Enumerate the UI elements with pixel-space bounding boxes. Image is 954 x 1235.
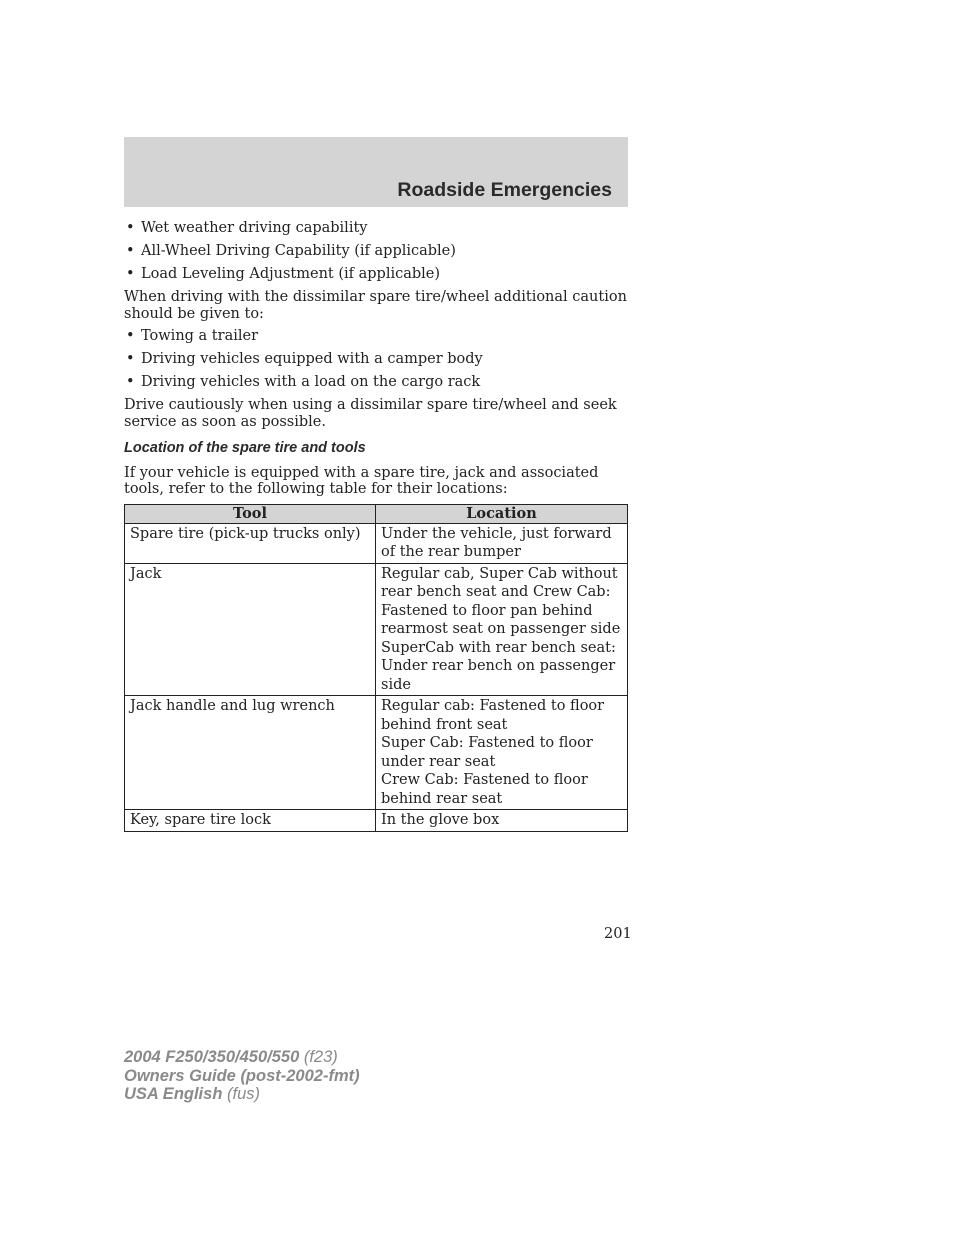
footer-line-guide: [124, 1067, 360, 1086]
tools-location-table: [124, 504, 628, 832]
location-line: Regular cab, Super Cab without rear bench seat and Crew Cab: Fastened to floor pan behind rearmost seat on passenger side: [381, 565, 621, 637]
list-item: • Towing a trailer: [124, 328, 628, 345]
page-number: 201: [604, 926, 632, 942]
footer-language: USA English: [124, 1085, 223, 1103]
section-title: Roadside Emergencies: [397, 179, 612, 201]
location-line: In the glove box: [381, 812, 500, 828]
subsection-heading: Location of the spare tire and tools: [124, 440, 366, 456]
paragraph-drive-cautiously: Drive cautiously when using a dissimilar spare tire/wheel and seek service as soon as possible.: [124, 397, 617, 430]
table-header-tool: Tool: [125, 504, 376, 523]
table-cell-location: [376, 523, 628, 563]
table-cell-tool: Jack: [125, 563, 376, 696]
table-row: [125, 810, 628, 832]
table-row: [125, 563, 628, 696]
document-footer: [124, 1048, 360, 1104]
table-header-location: Location: [376, 504, 628, 523]
footer-line-language: [124, 1085, 360, 1104]
location-line: Regular cab: Fastened to floor behind front seat: [381, 698, 605, 733]
table-cell-location: [376, 563, 628, 696]
table-cell-location: [376, 696, 628, 810]
bullet-list-2: [124, 328, 628, 391]
table-cell-tool: Key, spare tire lock: [125, 810, 376, 832]
footer-model: 2004 F250/350/450/550: [124, 1048, 300, 1066]
list-item: • Driving vehicles with a load on the cargo rack: [124, 374, 628, 391]
table-row: [125, 523, 628, 563]
section-header-band: [124, 137, 628, 207]
bullet-list-1: [124, 220, 628, 283]
table-row: [125, 696, 628, 810]
table-cell-tool: Jack handle and lug wrench: [125, 696, 376, 810]
list-item: • Driving vehicles equipped with a camper body: [124, 351, 628, 368]
location-line: Super Cab: Fastened to floor under rear seat: [381, 735, 593, 770]
table-cell-location: [376, 810, 628, 832]
page-content: [124, 220, 628, 832]
paragraph-table-intro: If your vehicle is equipped with a spare tire, jack and associated tools, refer to the following table for their locations:: [124, 464, 599, 497]
list-item: • All-Wheel Driving Capability (if applicable): [124, 243, 628, 260]
list-item: • Wet weather driving capability: [124, 220, 628, 237]
footer-guide: Owners Guide (post-2002-fmt): [124, 1066, 360, 1085]
paragraph-caution: When driving with the dissimilar spare tire/wheel additional caution should be given to:: [124, 289, 627, 322]
location-line: Crew Cab: Fastened to floor behind rear seat: [381, 772, 588, 807]
location-line: SuperCab with rear bench seat: Under rear bench on passenger side: [381, 639, 616, 693]
location-line: Under the vehicle, just forward of the rear bumper: [381, 525, 612, 560]
footer-language-code: (fus): [227, 1085, 260, 1103]
footer-line-model: [124, 1048, 360, 1067]
table-cell-tool: Spare tire (pick-up trucks only): [125, 523, 376, 563]
footer-model-code: (f23): [303, 1048, 338, 1066]
table-header-row: [125, 504, 628, 523]
list-item: • Load Leveling Adjustment (if applicable): [124, 266, 628, 283]
